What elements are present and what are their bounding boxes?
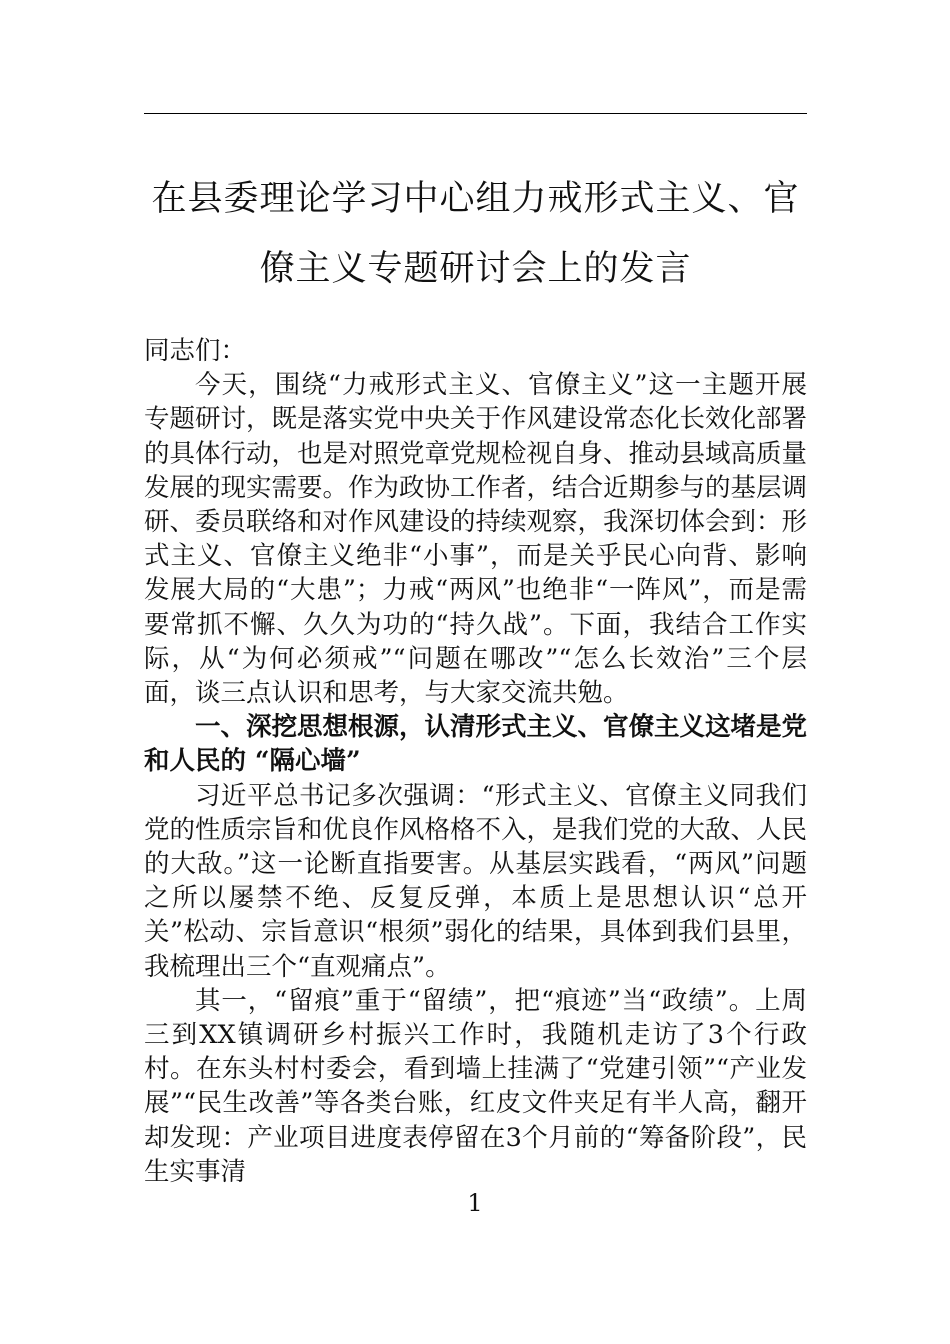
page-number: 1 [467,1189,483,1217]
section-paragraph: 习近平总书记多次强调：“形式主义、官僚主义同我们党的性质宗旨和优良作风格格不入，是我们党的大敌、人民的大敌。”这一论断直指要害。从基层实践看，“两风”问题之所以屡禁不绝、反复反弹，本质上是思想认识“总开关”松动、宗旨意识“根须”弱化的结果，具体到我们县里，我梳理出三个“直观痛点”。 [144,780,808,982]
header-rule [144,113,807,114]
document-body [144,334,807,1189]
section-paragraph: 其一，“留痕”重于“留绩”，把“痕迹”当“政绩”。上周三到XX镇调研乡村振兴工作时，我随机走访了3个行政村。在东头村村委会，看到墙上挂满了“党建引领”“产业发展”“民生改善”等各类台账，红皮文件夹足有半人高，翻开却发现：产业项目进度表停留在3个月前的“筹备阶段”，民生实事清 [144,985,807,1187]
intro-paragraph: 今天，围绕“力戒形式主义、官僚主义”这一主题开展专题研讨，既是落实党中央关于作风建设常态化长效化部署的具体行动，也是对照党章党规检视自身、推动县域高质量发展的现实需要。作为政协工作者，结合近期参与的基层调研、委员联络和对作风建设的持续观察，我深切体会到：形式主义、官僚主义绝非“小事”，而是关乎民心向背、影响发展大局的“大患”；力戒“两风”也绝非“一阵风”，而是需要常抓不懈、久久为功的“持久战”。下面，我结合工作实际，从“为何必须戒”“问题在哪改”“怎么长效治”三个层面，谈三点认识和思考，与大家交流共勉。 [144,370,808,709]
document-title: 在县委理论学习中心组力戒形式主义、官僚主义专题研讨会上的发言 [151,179,800,289]
salutation: 同志们： [144,336,247,366]
section-heading: 一、深挖思想根源，认清形式主义、官僚主义这堵是党和人民的 “隔心墙” [144,712,808,777]
